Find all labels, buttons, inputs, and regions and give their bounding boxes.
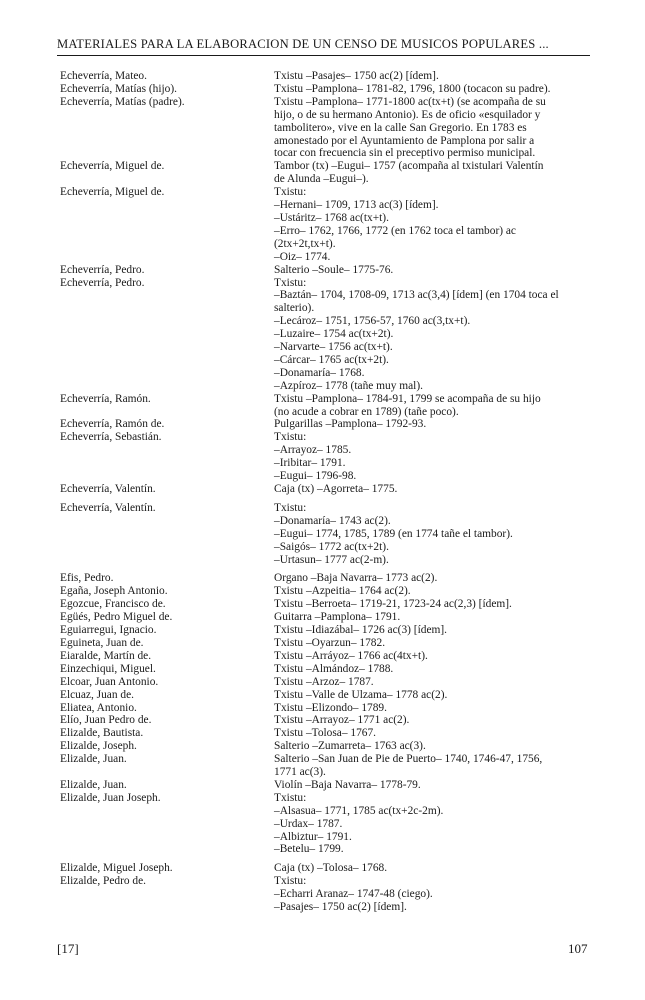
description-line: –Urdax– 1787. [274, 817, 343, 830]
entry-description [274, 160, 590, 186]
entry-row [60, 418, 590, 431]
musician-name: Elizalde, Joseph. [60, 740, 137, 753]
musician-name: Elío, Juan Pedro de. [60, 714, 152, 727]
description-line: Txistu –Arráyoz– 1766 ac(4tx+t). [274, 649, 428, 662]
musician-name: Eguineta, Juan de. [60, 636, 144, 649]
entry-row [60, 264, 590, 277]
entry-description [274, 779, 590, 792]
description-line: amonestado por el Ayuntamiento de Pamplona por salir a [274, 134, 535, 147]
description-line: –Saigós– 1772 ac(tx+2t). [274, 540, 389, 553]
entry-description [274, 483, 590, 496]
entry-row [60, 727, 590, 740]
description-line: Txistu –Pamplona– 1784-91, 1799 se acompaña de su hijo [274, 392, 541, 405]
musician-name: Elcoar, Juan Antonio. [60, 675, 159, 688]
description-line: salterio). [274, 302, 315, 315]
entry-row [60, 70, 590, 83]
description-line: Caja (tx) –Agorreta– 1775. [274, 483, 398, 495]
description-line: Txistu –Pasajes– 1750 ac(2) [ídem]. [274, 70, 439, 82]
musician-name: Eguiarregui, Ignacio. [60, 624, 157, 637]
entry-row [60, 393, 590, 419]
description-line: –Cárcar– 1765 ac(tx+2t). [274, 353, 389, 366]
description-line: Txistu –Pamplona– 1771-1800 ac(tx+t) (se acompaña de su [274, 95, 546, 108]
entry-row [60, 862, 590, 875]
entry-description [274, 689, 590, 702]
musician-name: Echeverría, Pedro. [60, 276, 145, 289]
description-line: Txistu –Oyarzun– 1782. [274, 636, 386, 649]
section-folio: [17] [57, 941, 79, 956]
description-line: de Alunda –Eugui–). [274, 173, 369, 186]
entry-row [60, 572, 590, 585]
entry-row [60, 714, 590, 727]
entry-row [60, 676, 590, 689]
musician-name: Egaña, Joseph Antonio. [60, 585, 168, 598]
entry-description [274, 70, 590, 83]
entry-description [274, 393, 590, 419]
entry-description [274, 727, 590, 740]
description-line: –Albiztur– 1791. [274, 830, 352, 843]
description-line: Txistu –Berroeta– 1719-21, 1723-24 ac(2,3) [ídem]. [274, 598, 512, 611]
entry-row [60, 663, 590, 676]
musician-name: Echeverría, Valentín. [60, 501, 156, 514]
entry-description [274, 611, 590, 624]
musician-name: Echeverría, Miguel de. [60, 160, 165, 173]
entry-description [274, 186, 590, 263]
entry-description [274, 264, 590, 277]
musician-name: Elizalde, Juan. [60, 778, 127, 791]
entries-list [60, 70, 590, 914]
description-line: Txistu: [274, 186, 307, 199]
musician-name: Echeverría, Miguel de. [60, 186, 165, 199]
entry-description [274, 624, 590, 637]
description-line: –Oiz– 1774. [274, 250, 331, 263]
entry-description [274, 572, 590, 585]
entry-row [60, 624, 590, 637]
entry-row [60, 277, 590, 393]
entry-description [274, 502, 590, 567]
entry-row [60, 650, 590, 663]
description-line: Txistu –Valle de Ulzama– 1778 ac(2). [274, 688, 448, 701]
description-line: Txistu –Pamplona– 1781-82, 1796, 1800 (tocacon su padre). [274, 82, 551, 95]
musician-name: Echeverría, Ramón. [60, 392, 151, 405]
entry-row [60, 431, 590, 483]
running-header: MATERIALES PARA LA ELABORACION DE UN CENSO DE MUSICOS POPULARES ... [57, 37, 549, 51]
description-line: –Eugui– 1796-98. [274, 470, 357, 483]
musician-name: Elizalde, Juan. [60, 753, 127, 766]
musician-name: Echeverría, Sebastián. [60, 431, 162, 444]
description-line: Txistu –Elizondo– 1789. [274, 701, 387, 714]
entry-row [60, 585, 590, 598]
page-number: 107 [568, 941, 588, 956]
entry-description [274, 637, 590, 650]
description-line: Organo –Baja Navarra– 1773 ac(2). [274, 572, 438, 585]
description-line: Violín –Baja Navarra– 1778-79. [274, 778, 421, 791]
musician-name: Elizalde, Bautista. [60, 727, 144, 740]
entry-description [274, 598, 590, 611]
description-line: –Hernani– 1709, 1713 ac(3) [ídem]. [274, 199, 439, 212]
entry-row [60, 160, 590, 186]
description-line: Txistu: [274, 501, 307, 514]
entry-row [60, 611, 590, 624]
entry-description [274, 740, 590, 753]
description-line: Txistu: [274, 791, 307, 804]
description-line: –Arrayoz– 1785. [274, 444, 352, 457]
description-line: tocar con frecuencia sin el preceptivo permiso municipal. [274, 147, 536, 160]
entry-row [60, 702, 590, 715]
description-line: Txistu: [274, 875, 307, 888]
entry-description [274, 96, 590, 161]
description-line: hijo, o de su hermano Antonio). Es de oficio «esquilador y [274, 108, 541, 121]
description-line: Txistu –Arrayoz– 1771 ac(2). [274, 714, 410, 727]
entry-description [274, 277, 590, 393]
description-line: –Erro– 1762, 1766, 1772 (en 1762 toca el tambor) ac [274, 224, 516, 237]
entry-row [60, 502, 590, 567]
description-line: Tambor (tx) –Eugui– 1757 (acompaña al txistulari Valentín [274, 160, 544, 173]
description-line: –Echarri Aranaz– 1747-48 (ciego). [274, 888, 433, 901]
description-line: –Donamaría– 1768. [274, 366, 365, 379]
entry-description [274, 650, 590, 663]
entry-row [60, 875, 590, 914]
description-line: Txistu –Almándoz– 1788. [274, 662, 394, 675]
musician-name: Elcuaz, Juan de. [60, 688, 135, 701]
description-line: Txistu –Arzoz– 1787. [274, 675, 374, 688]
musician-name: Egüés, Pedro Miguel de. [60, 611, 173, 624]
musician-name: Echeverría, Matías (padre). [60, 95, 185, 108]
entry-description [274, 875, 590, 914]
musician-name: Egozcue, Francisco de. [60, 598, 166, 611]
description-line: –Luzaire– 1754 ac(tx+2t). [274, 328, 394, 341]
description-line: –Alsasua– 1771, 1785 ac(tx+2c-2m). [274, 804, 444, 817]
description-line: Pulgarillas –Pamplona– 1792-93. [274, 418, 427, 431]
entry-row [60, 740, 590, 753]
entry-description [274, 792, 590, 857]
description-line: –Eugui– 1774, 1785, 1789 (en 1774 tañe el tambor). [274, 527, 513, 540]
entry-description [274, 714, 590, 727]
entry-description [274, 862, 590, 875]
description-line: –Pasajes– 1750 ac(2) [ídem]. [274, 901, 407, 914]
description-line: –Azpíroz– 1778 (tañe muy mal). [274, 379, 423, 392]
entry-description [274, 585, 590, 598]
entry-description [274, 753, 590, 779]
description-line: (2tx+2t,tx+t). [274, 237, 336, 250]
description-line: Txistu –Azpeitia– 1764 ac(2). [274, 585, 411, 598]
musician-name: Elizalde, Pedro de. [60, 875, 147, 888]
description-line: (no acude a cobrar en 1789) (tañe poco). [274, 405, 459, 418]
description-line: –Narvarte– 1756 ac(tx+t). [274, 341, 393, 354]
header-rule [57, 55, 590, 56]
musician-name: Elizalde, Juan Joseph. [60, 791, 161, 804]
description-line: –Iribitar– 1791. [274, 457, 346, 470]
description-line: –Betelu– 1799. [274, 843, 344, 856]
entry-row [60, 598, 590, 611]
entry-row [60, 483, 590, 496]
entry-row [60, 689, 590, 702]
description-line: tambolitero», vive en la calle San Gregorio. En 1783 es [274, 121, 527, 134]
description-line: –Lecároz– 1751, 1756-57, 1760 ac(3,tx+t). [274, 315, 471, 328]
description-line: 1771 ac(3). [274, 766, 326, 779]
description-line: Txistu –Tolosa– 1767. [274, 727, 377, 740]
entry-row [60, 83, 590, 96]
description-line: Guitarra –Pamplona– 1791. [274, 611, 401, 624]
description-line: Salterio –Soule– 1775-76. [274, 263, 394, 276]
entry-row [60, 186, 590, 263]
entry-row [60, 779, 590, 792]
entry-description [274, 702, 590, 715]
entry-row [60, 637, 590, 650]
musician-name: Eliatea, Antonio. [60, 701, 137, 714]
description-line: –Donamaría– 1743 ac(2). [274, 514, 391, 527]
entry-description [274, 83, 590, 96]
musician-name: Einzechiqui, Miguel. [60, 662, 156, 675]
musician-name: Echeverría, Mateo. [60, 70, 147, 82]
description-line: Txistu –Idiazábal– 1726 ac(3) [ídem]. [274, 624, 448, 637]
entry-row [60, 753, 590, 779]
description-line: –Urtasun– 1777 ac(2-m). [274, 553, 389, 566]
entry-description [274, 663, 590, 676]
description-line: Txistu: [274, 431, 307, 444]
musician-name: Efis, Pedro. [60, 572, 114, 585]
musician-name: Echeverría, Valentín. [60, 483, 156, 495]
entry-row [60, 792, 590, 857]
entry-description [274, 676, 590, 689]
description-line: Salterio –Zumarreta– 1763 ac(3). [274, 740, 426, 753]
musician-name: Echeverría, Matías (hijo). [60, 82, 178, 95]
musician-name: Eiaralde, Martín de. [60, 649, 152, 662]
entry-description [274, 418, 590, 431]
description-line: Caja (tx) –Tolosa– 1768. [274, 862, 388, 875]
entry-description [274, 431, 590, 483]
entry-row [60, 96, 590, 161]
musician-name: Elizalde, Miguel Joseph. [60, 862, 173, 875]
description-line: Txistu: [274, 276, 307, 289]
musician-name: Echeverría, Ramón de. [60, 418, 165, 431]
musician-name: Echeverría, Pedro. [60, 263, 145, 276]
description-line: –Baztán– 1704, 1708-09, 1713 ac(3,4) [ídem] (en 1704 toca el [274, 289, 559, 302]
description-line: Salterio –San Juan de Pie de Puerto– 1740, 1746-47, 1756, [274, 753, 543, 766]
description-line: –Ustáritz– 1768 ac(tx+t). [274, 211, 389, 224]
